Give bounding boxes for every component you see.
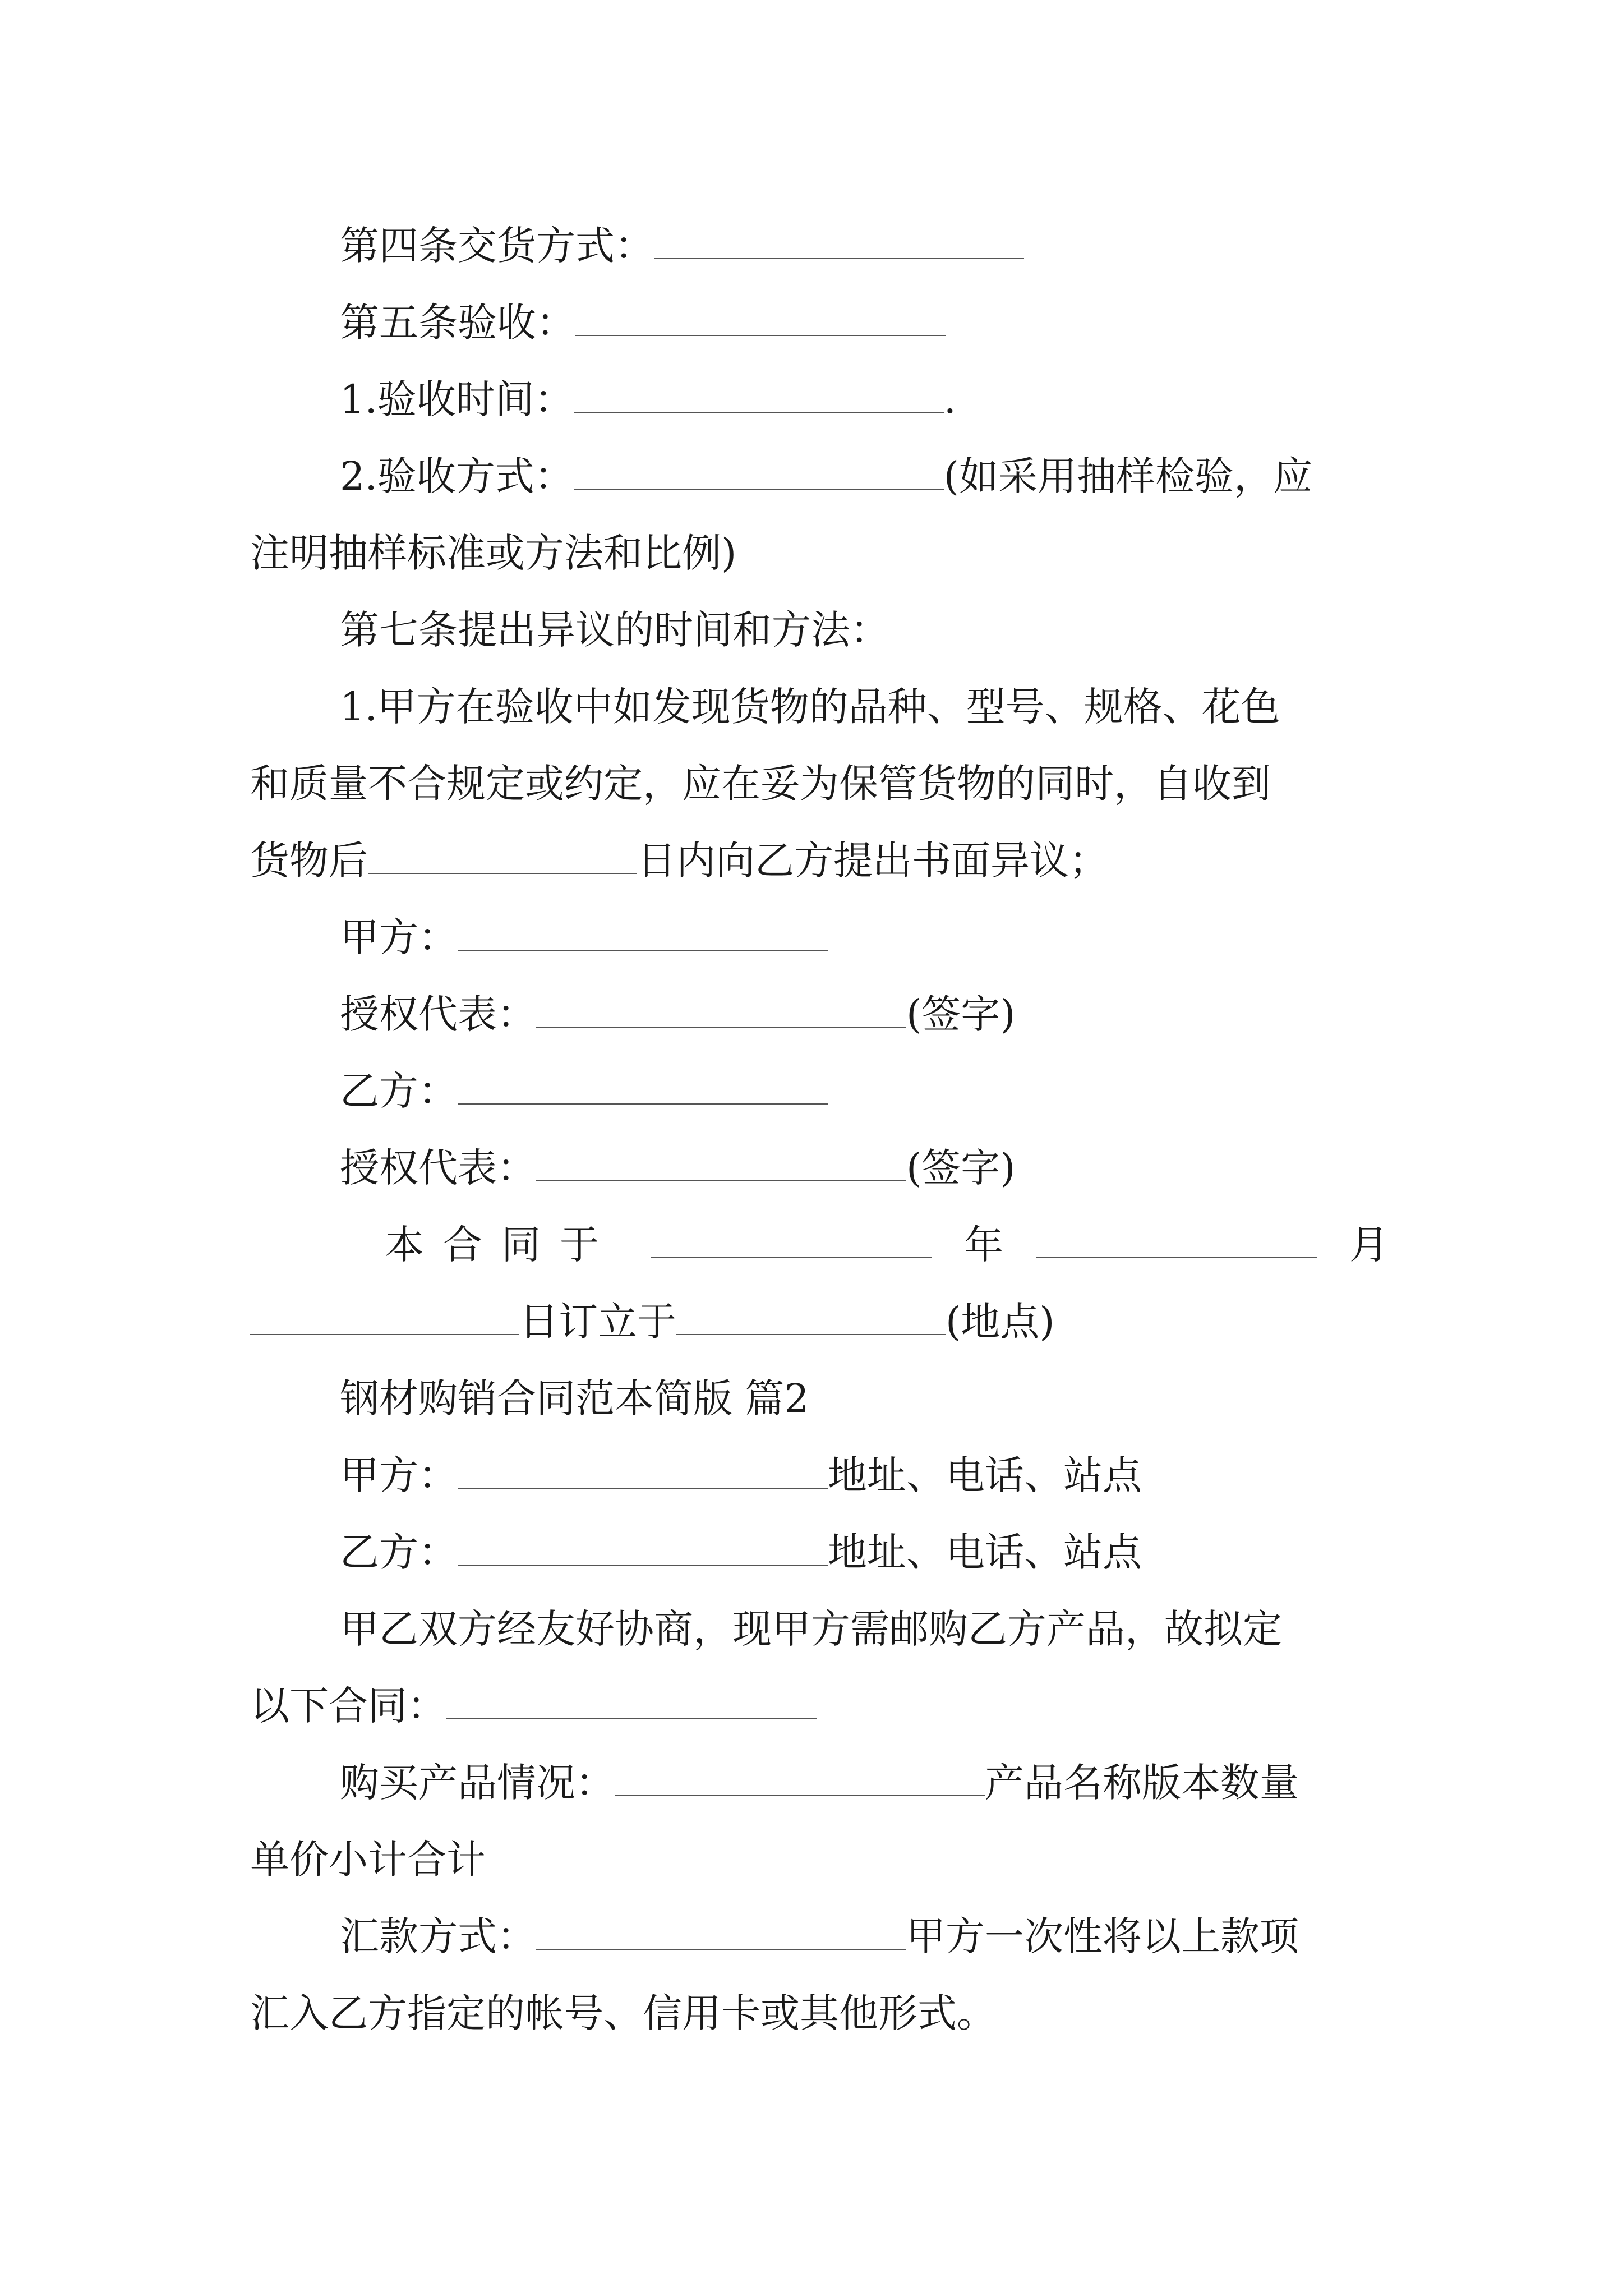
objection-line-1	[250, 669, 1389, 746]
remittance-suffix: 甲方一次性将以上款项	[906, 1913, 1299, 1959]
remittance-label: 汇款方式：	[340, 1913, 536, 1959]
inspection-method-note-2: 注明抽样标准或方法和比例)	[250, 530, 737, 576]
party-b-blank	[458, 1072, 828, 1105]
inspection-time-line	[250, 361, 1389, 438]
signing-place-label: (地点)	[946, 1299, 1055, 1345]
purchase-text-2: 单价小计合计	[250, 1837, 486, 1883]
purchase-blank	[615, 1764, 985, 1796]
agreement-text-1: 甲乙双方经友好协商，现甲方需邮购乙方产品，故拟定	[340, 1606, 1282, 1652]
signing-place-line	[250, 1283, 1389, 1360]
remittance-blank	[536, 1917, 906, 1950]
inspection-method-blank	[574, 457, 944, 490]
objection-line-2	[250, 746, 1389, 822]
rep-a-signature-note: (签字)	[906, 991, 1016, 1037]
section-2-title	[250, 1360, 1389, 1437]
inspection-method-label: 2.验收方式：	[340, 453, 574, 499]
inspection-time-suffix: .	[943, 376, 957, 422]
contract-document	[250, 208, 1389, 2052]
inspection-method-note-line	[250, 515, 1389, 592]
party-a-label: 甲方：	[340, 914, 458, 960]
s2-party-a-line	[250, 1437, 1389, 1514]
signing-month-blank	[1036, 1226, 1317, 1258]
signing-year-label: 年	[964, 1222, 1003, 1268]
agreement-text-2: 以下合同：	[250, 1683, 446, 1729]
s2-party-b-label: 乙方：	[340, 1529, 458, 1575]
objection-prefix: 货物后	[250, 838, 368, 884]
purchase-line-1	[250, 1745, 1389, 1821]
objection-line-3	[250, 822, 1389, 899]
rep-a-label: 授权代表：	[340, 991, 536, 1037]
rep-b-line	[250, 1130, 1389, 1207]
article-7-line	[250, 592, 1389, 669]
party-b-line	[250, 1053, 1389, 1130]
remittance-line-1	[250, 1898, 1389, 1975]
inspection-method-note: (如采用抽样检验，应	[943, 453, 1313, 499]
inspection-time-blank	[574, 380, 944, 413]
remittance-line-2	[250, 1975, 1389, 2052]
rep-b-label: 授权代表：	[340, 1145, 536, 1191]
agreement-line-1	[250, 1591, 1389, 1668]
s2-party-b-line	[250, 1514, 1389, 1591]
s2-party-b-suffix: 地址、电话、站点	[828, 1529, 1142, 1575]
signing-day-label: 日订立于	[519, 1299, 676, 1345]
section-2-title-text: 钢材购销合同范本简版 篇2	[340, 1375, 809, 1421]
signing-month-label: 月	[1349, 1222, 1389, 1268]
party-b-label: 乙方：	[340, 1068, 458, 1114]
agreement-blank	[446, 1687, 817, 1719]
objection-suffix: 日内向乙方提出书面异议；	[637, 838, 1108, 884]
article-5-line	[250, 284, 1389, 361]
delivery-method-blank	[654, 227, 1024, 259]
rep-b-signature-note: (签字)	[906, 1145, 1016, 1191]
rep-a-line	[250, 976, 1389, 1053]
purchase-line-2	[250, 1821, 1389, 1898]
article-4-line	[250, 208, 1389, 284]
rep-b-blank	[536, 1149, 906, 1181]
article-7-label: 第七条提出异议的时间和方法：	[340, 607, 889, 653]
rep-a-blank	[536, 995, 906, 1028]
article-5-label: 第五条验收：	[340, 300, 575, 346]
signing-date-line	[250, 1207, 1389, 1283]
inspection-time-label: 1.验收时间：	[340, 376, 574, 422]
s2-party-a-blank	[458, 1456, 828, 1489]
article-4-label: 第四条交货方式：	[340, 223, 654, 269]
inspection-method-line	[250, 438, 1389, 515]
agreement-line-2	[250, 1668, 1389, 1745]
objection-days-blank	[368, 841, 637, 874]
s2-party-a-suffix: 地址、电话、站点	[828, 1452, 1142, 1498]
objection-text-2: 和质量不合规定或约定，应在妥为保管货物的同时，自收到	[250, 761, 1271, 807]
s2-party-b-blank	[458, 1533, 828, 1566]
signing-prefix: 本合同于	[385, 1222, 618, 1268]
purchase-label: 购买产品情况：	[340, 1760, 615, 1806]
signing-day-blank	[250, 1303, 519, 1335]
party-a-blank	[458, 918, 828, 951]
signing-place-blank	[676, 1303, 946, 1335]
inspection-blank	[575, 303, 946, 336]
remittance-text-2: 汇入乙方指定的帐号、信用卡或其他形式。	[250, 1990, 996, 2036]
s2-party-a-label: 甲方：	[340, 1452, 458, 1498]
objection-text-1: 1.甲方在验收中如发现货物的品种、型号、规格、花色	[340, 684, 1280, 730]
purchase-suffix: 产品名称版本数量	[985, 1760, 1299, 1806]
party-a-line	[250, 899, 1389, 976]
signing-year-blank	[651, 1226, 932, 1258]
